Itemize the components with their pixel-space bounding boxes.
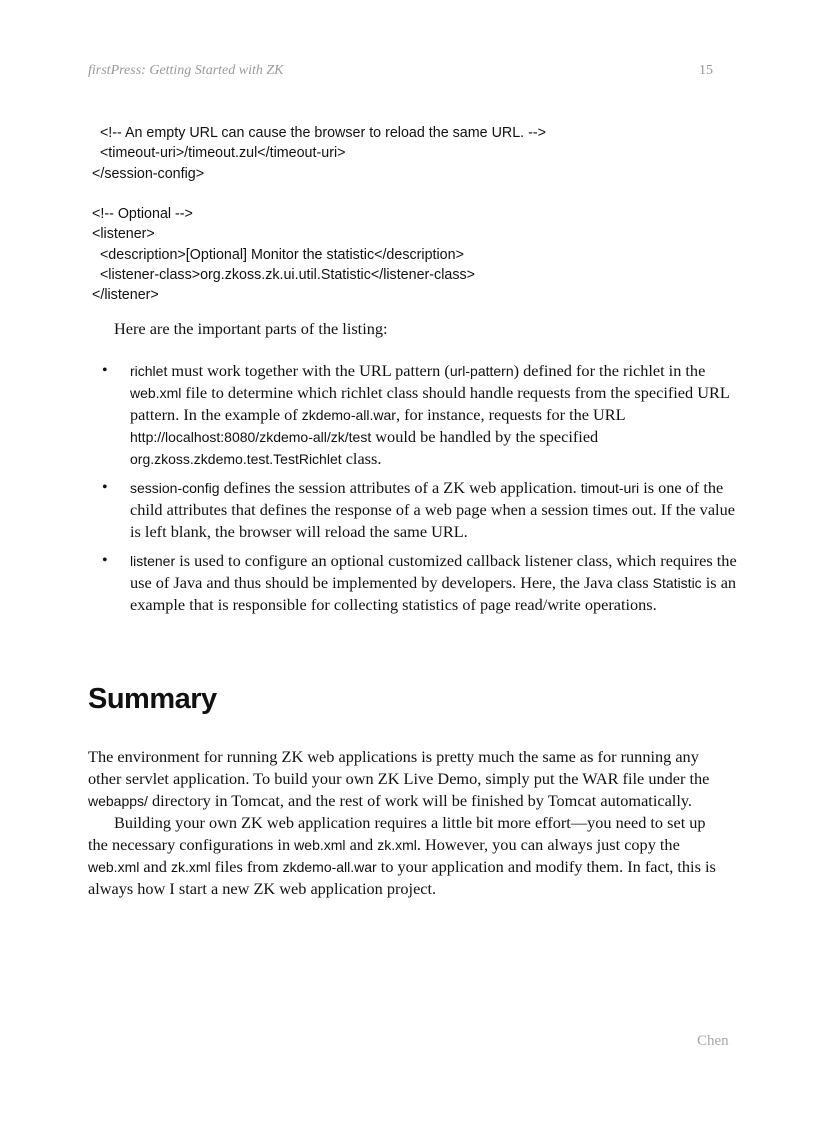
inline-code: web.xml — [294, 837, 346, 853]
paragraph-text: . However, you can always just copy the — [416, 835, 680, 854]
inline-code: url-pattern — [449, 363, 514, 379]
bullet-dot-icon: • — [102, 362, 108, 379]
code-line — [92, 184, 546, 204]
inline-code: web.xml — [130, 385, 182, 401]
summary-heading: Summary — [88, 683, 217, 715]
bullet-text: ) defined for the richlet in the — [513, 361, 706, 380]
summary-body — [88, 746, 728, 900]
bullet-term: richlet — [130, 363, 168, 379]
paragraph-text: to your application and modify them. In fact, this is always how I start a new ZK web application project. — [88, 857, 716, 898]
code-line: <!-- Optional --> — [92, 206, 193, 223]
code-line: <listener-class>org.zkoss.zk.ui.util.Statistic</listener-class> — [92, 267, 475, 284]
inline-code: org.zkoss.zkdemo.test.TestRichlet — [130, 451, 342, 467]
summary-paragraph-1 — [88, 746, 728, 812]
inline-code: Statistic — [652, 575, 702, 591]
code-line: </session-config> — [92, 165, 205, 182]
bullet-item-listener — [98, 550, 738, 616]
bullet-item-richlet — [98, 360, 738, 470]
bullet-text: would be handled by the specified — [371, 427, 599, 446]
code-line: <listener> — [92, 226, 155, 243]
bullet-term: listener — [130, 553, 176, 569]
inline-code: zk.xml — [171, 859, 211, 875]
running-header-title: firstPress: Getting Started with ZK — [88, 63, 284, 78]
bullet-list — [98, 360, 738, 623]
inline-code: http://localhost:8080/zkdemo-all/zk/test — [130, 429, 372, 445]
code-line: <!-- An empty URL can cause the browser to reload the same URL. --> — [92, 125, 546, 141]
inline-code: zkdemo-all.war — [282, 859, 377, 875]
bullet-text: class. — [341, 449, 382, 468]
inline-code: zk.xml — [377, 837, 417, 853]
code-line: </listener> — [92, 287, 159, 304]
code-line: <timeout-uri>/timeout.zul</timeout-uri> — [92, 145, 346, 162]
inline-code: zkdemo-all.war — [301, 407, 396, 423]
paragraph-text: Building your own ZK web application requires a little bit more effort—you need to set up the necessary configurations in — [88, 813, 706, 854]
bullet-text: is an example that is responsible for collecting statistics of page read/write operations. — [130, 573, 737, 614]
inline-code: timout-uri — [580, 480, 640, 496]
footer-author: Chen — [697, 1033, 729, 1049]
page-number: 15 — [699, 63, 713, 78]
bullet-term: session-config — [130, 480, 220, 496]
paragraph-text: files from — [210, 857, 283, 876]
bullet-text: is one of the child attributes that defines the response of a web page when a session times out. If the value is left blank, the browser will reload the same URL. — [130, 478, 735, 541]
bullet-text: file to determine which richlet class should handle requests from the specified URL pattern. In the example of — [130, 383, 730, 424]
paragraph-text: and — [139, 857, 172, 876]
listing-intro: Here are the important parts of the listing: — [114, 319, 388, 338]
bullet-item-session-config — [98, 477, 738, 543]
inline-code: webapps/ — [88, 793, 148, 809]
code-line: <description>[Optional] Monitor the statistic</description> — [92, 246, 464, 263]
inline-code: web.xml — [88, 859, 140, 875]
code-listing — [92, 123, 546, 306]
bullet-text: , for instance, requests for the URL — [395, 405, 626, 424]
paragraph-text: and — [345, 835, 378, 854]
bullet-text: must work together with the URL pattern ( — [167, 361, 450, 380]
bullet-dot-icon: • — [102, 552, 108, 569]
bullet-dot-icon: • — [102, 479, 108, 496]
summary-paragraph-2 — [88, 812, 728, 900]
paragraph-text: The environment for running ZK web applications is pretty much the same as for running any other servlet application. To build your own ZK Live Demo, simply put the WAR file under the — [88, 747, 710, 788]
paragraph-text: directory in Tomcat, and the rest of work will be finished by Tomcat automatically. — [147, 791, 692, 810]
bullet-text: is used to configure an optional customized callback listener class, which requires the use of Java and thus should be implemented by developers. Here, the Java class — [130, 551, 737, 592]
bullet-text: defines the session attributes of a ZK web application. — [219, 478, 581, 497]
